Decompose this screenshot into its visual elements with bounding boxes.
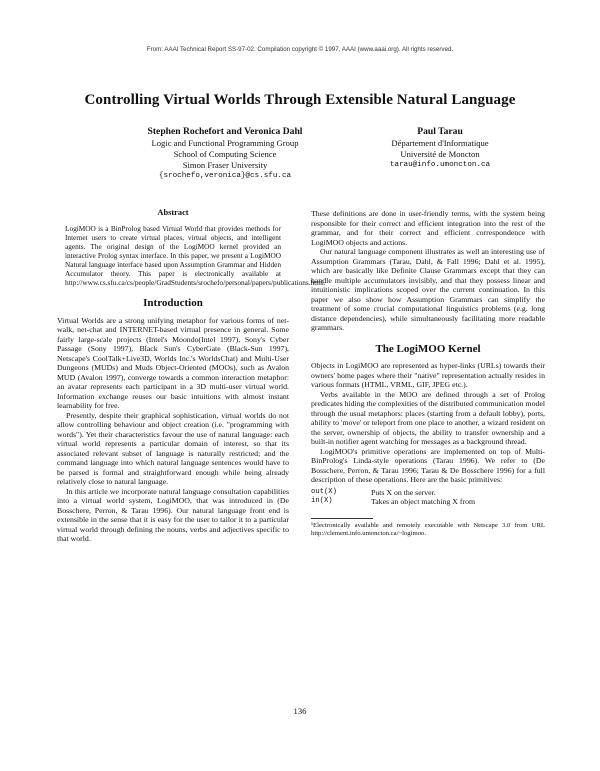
affiliation-line: Université de Moncton [400,149,480,159]
author-email-left: {srochefo,veronica}@cs.sfu.ca [158,172,292,180]
authors-block-right [365,126,515,171]
kernel-paragraph: Verbs available in the MOO are defined through a set of Prolog predicates hiding the complexities of the distributed communication model through the usual metaphors: places (starting from a default lobby), ports, ability to 'move' or teleport from one place to another, a wizard resident on the server, ownership of objects, the ability to transfer ownership and a built-in notifier agent watching for messages as a background thread. [311,389,545,446]
primitive-description: Puts X on the server. [371,487,436,497]
kernel-paragraph: LogiMOO's primitive operations are implemented on top of Multi-BinProlog's Linda-style operations (Tarau 1996). We refer to (De Bosschere, Perron, & Tarau 1996; Tarau & De Bosschere 1996) for a full description of these operations. Here are the basic primitives: [311,446,545,484]
author-names-left: Stephen Rochefort and Veronica Dahl [147,126,303,137]
abstract-text: LogiMOO is a BinProlog based Virtual World that provides methods for Internet users to create virtual places, virtual objects, and intelligent agents. The original design of the LogiMOO kernel provided an interactive Prolog syntax interface. In this paper, we present a LogiMOO Natural language interface based upon Assumption Grammar and Hidden Accumulator theory. This paper is electronically available at http://www.cs.sfu.ca/cs/people/GradStudents/srochefo/personal/papers/publications.html. [65,223,326,288]
affiliation-line: Simon Fraser University [182,160,268,170]
primitive-description: Takes an object matching X from [371,497,476,507]
copyright-header: From: AAAI Technical Report SS-97-02. Compilation copyright © 1997, AAAI (www.aaai.org). All rights reserved. [146,46,454,53]
intro-paragraph: Presently, despite their graphical sophistication, virtual worlds do not allow controlling behaviour and object creation (i.e. "programming with words"). Yet their characteristics favour the use of natural language: each virtual world represents a particular domain of interest, so that its associated relevant subset of language is naturally restricted; and the command language into which natural language sentences would have to be parsed is formal and straightforward enough while being already relatively close to natural language. [57,410,289,487]
introduction-heading: Introduction [143,297,203,310]
authors-block-left [95,126,355,182]
intro-paragraph: In this article we incorporate natural language consultation capabilities into a virtual world system, LogiMOO, that was introduced in (De Bosschere, Perron, & Tarau 1996). Our natural language front end is extensible in the sense that it is easy for the user to tailor it to a particular virtual world through defining the nouns, verbs and adjectives specific to that world. [57,486,289,544]
primitive-name: in(X) [311,497,333,506]
affiliation-line: Logic and Functional Programming Group [151,138,299,148]
primitive-name: out(X) [311,487,337,496]
intro-paragraph: Virtual Worlds are a strong unifying metaphor for various forms of net-walk, net-chat and INTERNET-based virtual presence in general. Some fairly large-scale projects (Intel's Moondo(Intel 1997), Sony's Cyber Passage (Sony 1997), Black Sun's CyberGate (Black-Sun 1997), Netscape's CoolTalk+Live3D, Worlds Inc.'s WorldsChat) and Multi-User Dungeons (MUDs) and Muds Object-Oriented (MOOs), such as Avalon MUD (Avalon 1997), converge towards a common interaction metaphor: an avatar represents each participant in a 3D multi-user virtual world. Information exchange reuses our basic intuitions with almost instant learnability for free. [57,315,289,411]
kernel-heading: The LogiMOO Kernel [375,342,481,355]
affiliation-line: Département d'Informatique [391,138,489,148]
author-email-right: tarau@info.umoncton.ca [389,161,491,169]
primitives-list [311,488,545,507]
author-names-right: Paul Tarau [417,126,463,137]
primitive-row [311,497,545,507]
right-column [311,209,545,539]
paper-title: Controlling Virtual Worlds Through Extensible Natural Language [84,92,516,108]
kernel-paragraph: Objects in LogiMOO are represented as hyper-links (URLs) towards their owners' home pages where their "native" representation actually resides in various formats (HTML, VRML, GIF, JPEG etc.). [311,361,545,389]
primitive-row [311,488,545,498]
body-paragraph: Our natural language component illustrates as well an interesting use of Assumption Grammars (Tarau, Dahl, & Fall 1996; Dahl et al. 1995), which are basically like Definite Clause Grammars except that they can handle multiple accumulators invisibly, and that they possess linear and intuitionistic implications scoped over the current continuation. In this paper we also show how Assumption Grammars can simplify the treatment of some crucial computational linguistics problems (e.g. long distance dependencies), while simultaneously facilitating more readable grammars. [311,247,545,332]
page-number: 136 [293,706,307,716]
abstract-heading: Abstract [157,208,189,217]
footnote-divider [311,518,373,519]
affiliation-line: School of Computing Science [173,149,277,159]
footnote: ¹Electronically available and remotely executable with Netscape 3.0 from URL http://clement.info.umoncton.ca/~logimoo. [311,521,545,538]
body-paragraph: These definitions are done in user-friendly terms, with the system being responsible for their correct and efficient integration into the rest of the grammar, and for their correct and efficient correspondence with LogiMOO objects and actions. [311,209,545,247]
